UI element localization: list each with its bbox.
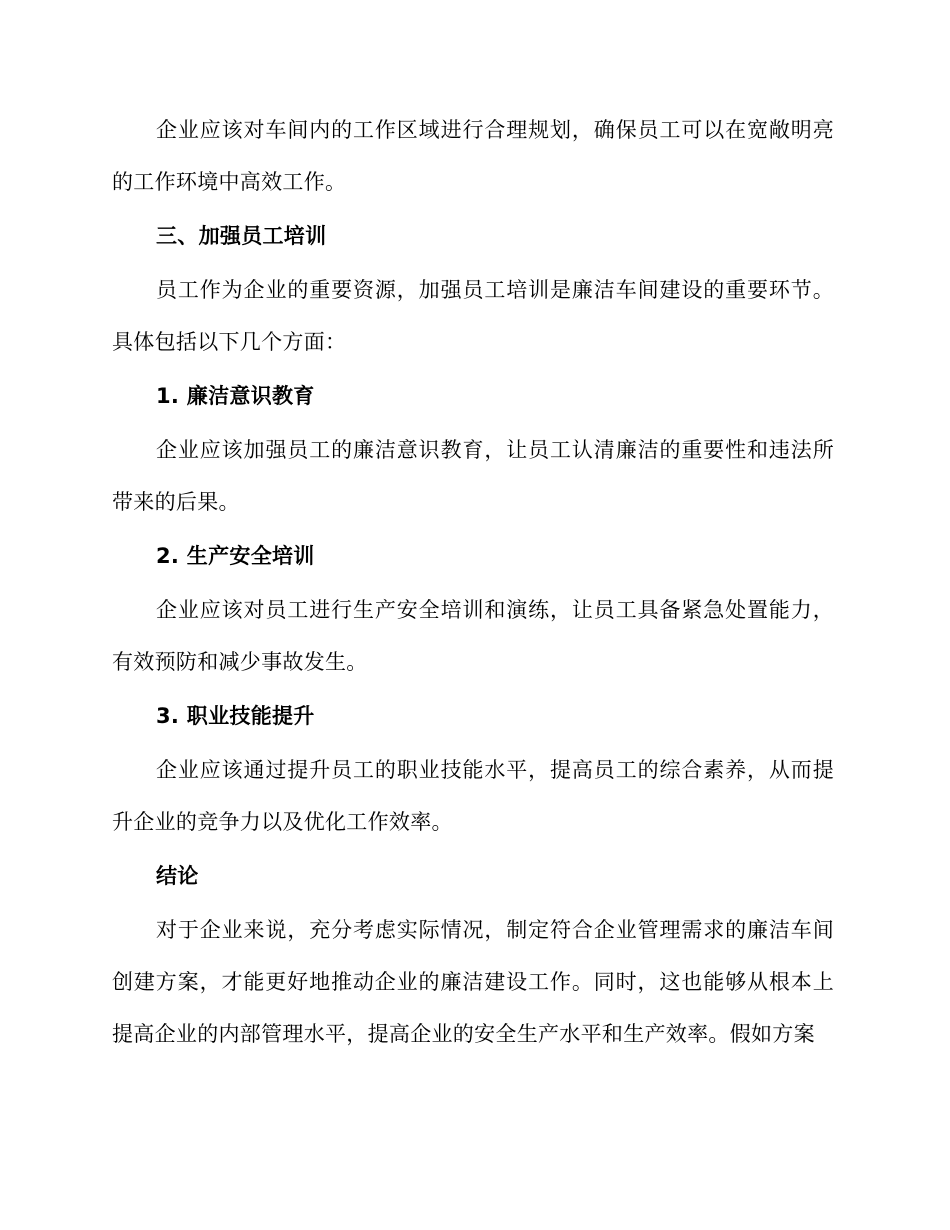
paragraph-staff-training-intro: 员工作为企业的重要资源，加强员工培训是廉洁车间建设的重要环节。具体包括以下几个方面：	[112, 278, 834, 354]
paragraph-integrity-education: 企业应该加强员工的廉洁意识教育，让员工认清廉洁的重要性和违法所带来的后果。	[112, 438, 834, 514]
paragraph-safety-training: 企业应该对员工进行生产安全培训和演练，让员工具备紧急处置能力，有效预防和减少事故发生。	[112, 598, 834, 674]
subheading-skill-improvement: 3. 职业技能提升	[156, 704, 315, 728]
paragraph-conclusion: 对于企业来说，充分考虑实际情况，制定符合企业管理需求的廉洁车间创建方案，才能更好地推动企业的廉洁建设工作。同时，这也能够从根本上提高企业的内部管理水平，提高企业的安全生产水平和生产效率。假如方案	[112, 918, 834, 1046]
paragraph-workspace-planning: 企业应该对车间内的工作区域进行合理规划，确保员工可以在宽敞明亮的工作环境中高效工作。	[112, 118, 834, 194]
document-page	[112, 104, 834, 1062]
paragraph-skill-improvement: 企业应该通过提升员工的职业技能水平，提高员工的综合素养，从而提升企业的竞争力以及优化工作效率。	[112, 758, 834, 834]
subheading-safety-training: 2. 生产安全培训	[156, 544, 315, 568]
section-heading-staff-training: 三、加强员工培训	[156, 224, 327, 248]
subheading-integrity-education: 1. 廉洁意识教育	[156, 384, 315, 408]
section-heading-conclusion: 结论	[156, 864, 199, 888]
